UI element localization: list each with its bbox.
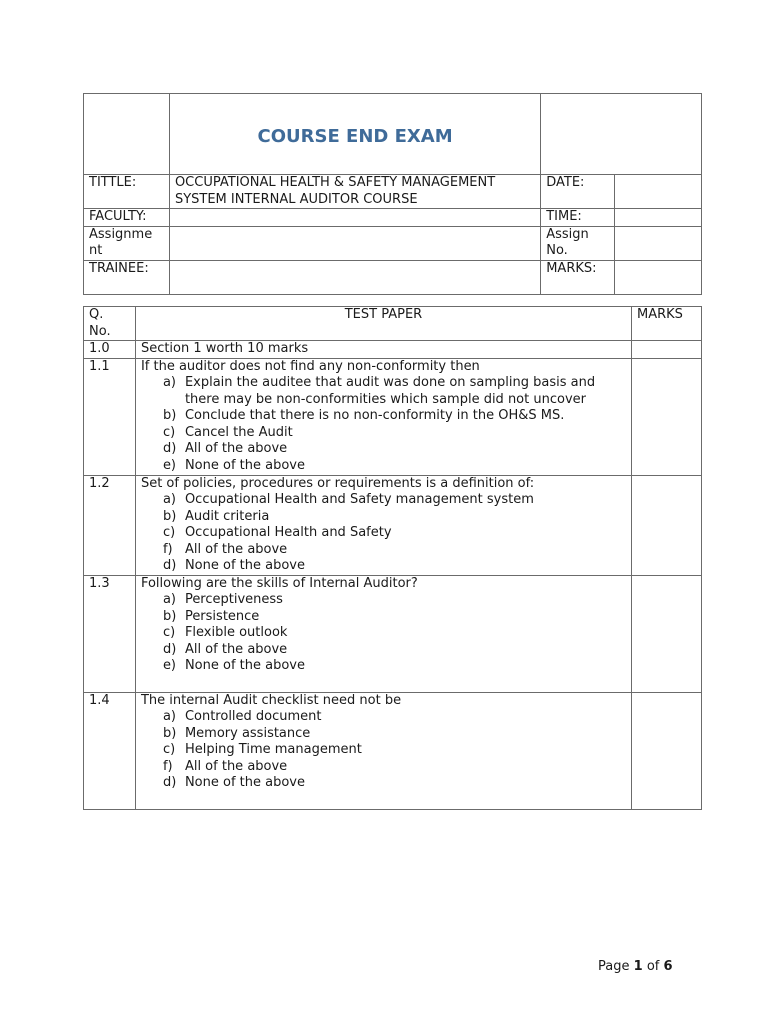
option-item: c) Flexible outlook [162, 625, 288, 640]
option-item: d) None of the above [162, 775, 305, 790]
option-item: f) All of the above [162, 758, 288, 774]
option-list [141, 375, 626, 474]
option-item: e) None of the above [162, 457, 305, 473]
exam-table [83, 306, 702, 810]
question-marks[interactable] [632, 358, 702, 475]
question-marks[interactable] [632, 575, 702, 692]
option-item: c) Cancel the Audit [162, 424, 293, 440]
header-corner-cell [541, 94, 702, 175]
logo-cell [84, 94, 170, 175]
trainee-field[interactable] [169, 260, 540, 294]
question-num: 1.1 [84, 358, 136, 475]
option-list [141, 492, 626, 575]
tittle-label: TITTLE: [84, 175, 170, 209]
header-table [83, 93, 702, 295]
option-item: d) All of the above [162, 641, 288, 657]
page-indicator: Page 1 of 6 [598, 959, 673, 974]
question-body [135, 358, 631, 475]
option-item: a) Explain the auditee that audit was done on sampling basis and there may be non-conformities which sample did not uncover [162, 375, 596, 407]
question-body [135, 575, 631, 692]
option-item: b) Conclude that there is no non-conformity in the OH&S MS. [162, 408, 565, 423]
option-item: c) Helping Time management [162, 742, 362, 757]
faculty-label: FACULTY: [84, 209, 170, 227]
marks-label: MARKS: [541, 260, 615, 294]
option-item: a) Occupational Health and Safety management system [162, 492, 534, 507]
option-item: c) Occupational Health and Safety [162, 525, 392, 540]
question-text: Following are the skills of Internal Auditor? [140, 575, 418, 591]
option-item: b) Memory assistance [162, 725, 311, 741]
total-pages: 6 [663, 959, 673, 974]
option-item: f) All of the above [162, 541, 288, 557]
option-item: a) Controlled document [162, 709, 322, 724]
question-text: The internal Audit checklist need not be [140, 692, 402, 708]
assign-no-field[interactable] [615, 226, 702, 260]
option-list [141, 709, 626, 792]
marks-field[interactable] [615, 260, 702, 294]
question-num: 1.4 [84, 692, 136, 809]
exam-title: COURSE END EXAM [169, 94, 540, 175]
col-header-test-paper: TEST PAPER [135, 307, 631, 341]
time-label: TIME: [541, 209, 615, 227]
date-label: DATE: [541, 175, 615, 209]
option-item: b) Audit criteria [162, 508, 270, 524]
col-header-marks: MARKS [632, 307, 702, 341]
question-marks[interactable] [632, 692, 702, 809]
date-field[interactable] [615, 175, 702, 209]
tittle-value: OCCUPATIONAL HEALTH & SAFETY MANAGEMENT SYSTEM INTERNAL AUDITOR COURSE [169, 175, 540, 209]
option-item: d) All of the above [162, 441, 288, 456]
current-page: 1 [633, 959, 643, 974]
trainee-label: TRAINEE: [84, 260, 170, 294]
question-num: 1.2 [84, 475, 136, 575]
col-header-qno: Q. No. [84, 307, 136, 341]
question-body [135, 692, 631, 809]
option-item: d) None of the above [162, 558, 305, 573]
question-row [84, 575, 702, 692]
time-field[interactable] [615, 209, 702, 227]
question-row [84, 358, 702, 475]
section-marks [632, 341, 702, 359]
question-row [84, 692, 702, 809]
question-text: If the auditor does not find any non-conformity then [140, 358, 480, 374]
question-text: Set of policies, procedures or requirements is a definition of: [140, 475, 535, 491]
question-marks[interactable] [632, 475, 702, 575]
section-text: Section 1 worth 10 marks [135, 341, 631, 359]
question-body [135, 475, 631, 575]
option-item: e) None of the above [162, 658, 305, 673]
section-num: 1.0 [84, 341, 136, 359]
question-row [84, 475, 702, 575]
question-num: 1.3 [84, 575, 136, 692]
faculty-field[interactable] [169, 209, 540, 227]
assignment-field[interactable] [169, 226, 540, 260]
assignment-label: Assignme nt [84, 226, 170, 260]
option-list [141, 592, 626, 675]
option-item: b) Persistence [162, 608, 260, 624]
assign-no-label: Assign No. [541, 226, 615, 260]
option-item: a) Perceptiveness [162, 592, 283, 607]
